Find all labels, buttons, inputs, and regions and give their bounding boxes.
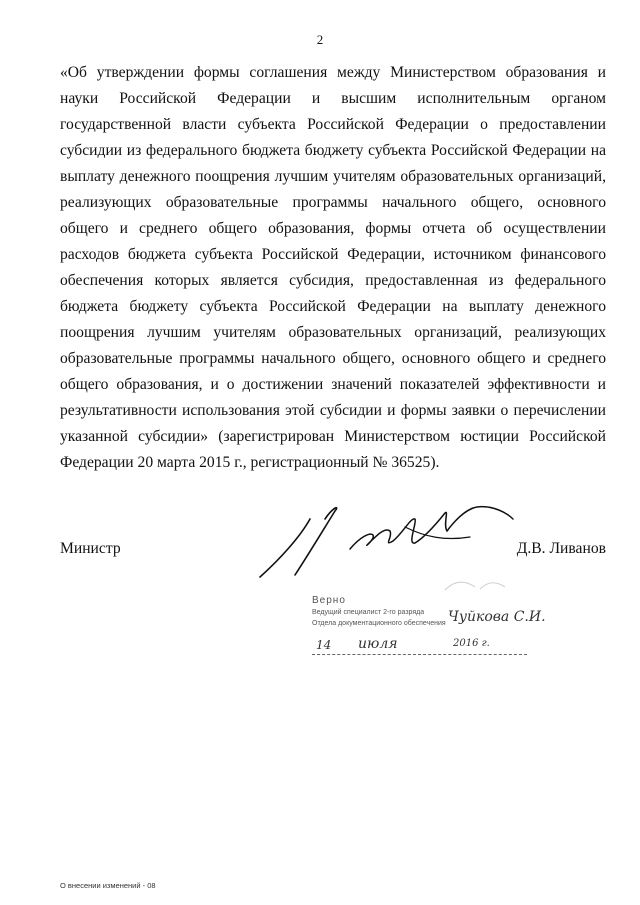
stamp-date-underline bbox=[312, 654, 527, 655]
stamp-title: Верно bbox=[312, 595, 346, 606]
minister-name: Д.В. Ливанов bbox=[516, 540, 606, 557]
document-body-text: «Об утверждении формы соглашения между Министерством образования и науки Российской Федерации и высшим исполнительным органом государственной власти субъекта Российской Федерации о предоставлении субсидии из федерального бюджета бюджету субъекта Российской Федерации на выплату денежного поощрения лучшим учителям образовательных организаций, реализующих образовательные программы начального общего, основного общего и среднего общего образования, формы отчета об осуществлении расходов бюджета субъекта Российской Федерации, источником финансового обеспечения которых является субсидия, предоставленная из федерального бюджета бюджету субъекта Российской Федерации на выплату денежного поощрения лучшим учителям образовательных организаций, реализующих образовательные программы начального общего, основного общего и среднего общего образования, и о достижении значений показателей эффективности и результативности использования этой субсидии и формы заявки о перечислении указанной субсидии» (зарегистрирован Министерством юстиции Российской Федерации 20 марта 2015 г., регистрационный № 36525). bbox=[60, 64, 606, 471]
stamp-year: 2016 г. bbox=[453, 638, 490, 649]
handwritten-signature bbox=[255, 497, 520, 582]
stamp-position-line: Ведущий специалист 2-го разряда bbox=[312, 609, 425, 616]
stamp-date bbox=[308, 632, 548, 658]
stamp-day: 14 bbox=[316, 638, 332, 652]
minister-title: Министр bbox=[60, 540, 121, 557]
stamp-handwritten-name: Чуйкова С.И. bbox=[448, 609, 546, 625]
footer-note: О внесении изменений - 08 bbox=[60, 881, 156, 890]
faint-scan-mark bbox=[440, 575, 510, 595]
certification-stamp bbox=[308, 595, 548, 665]
page-number: 2 bbox=[316, 32, 324, 47]
stamp-month: июля bbox=[358, 636, 398, 652]
stamp-department-line: Отдела документационного обеспечения bbox=[312, 620, 446, 627]
